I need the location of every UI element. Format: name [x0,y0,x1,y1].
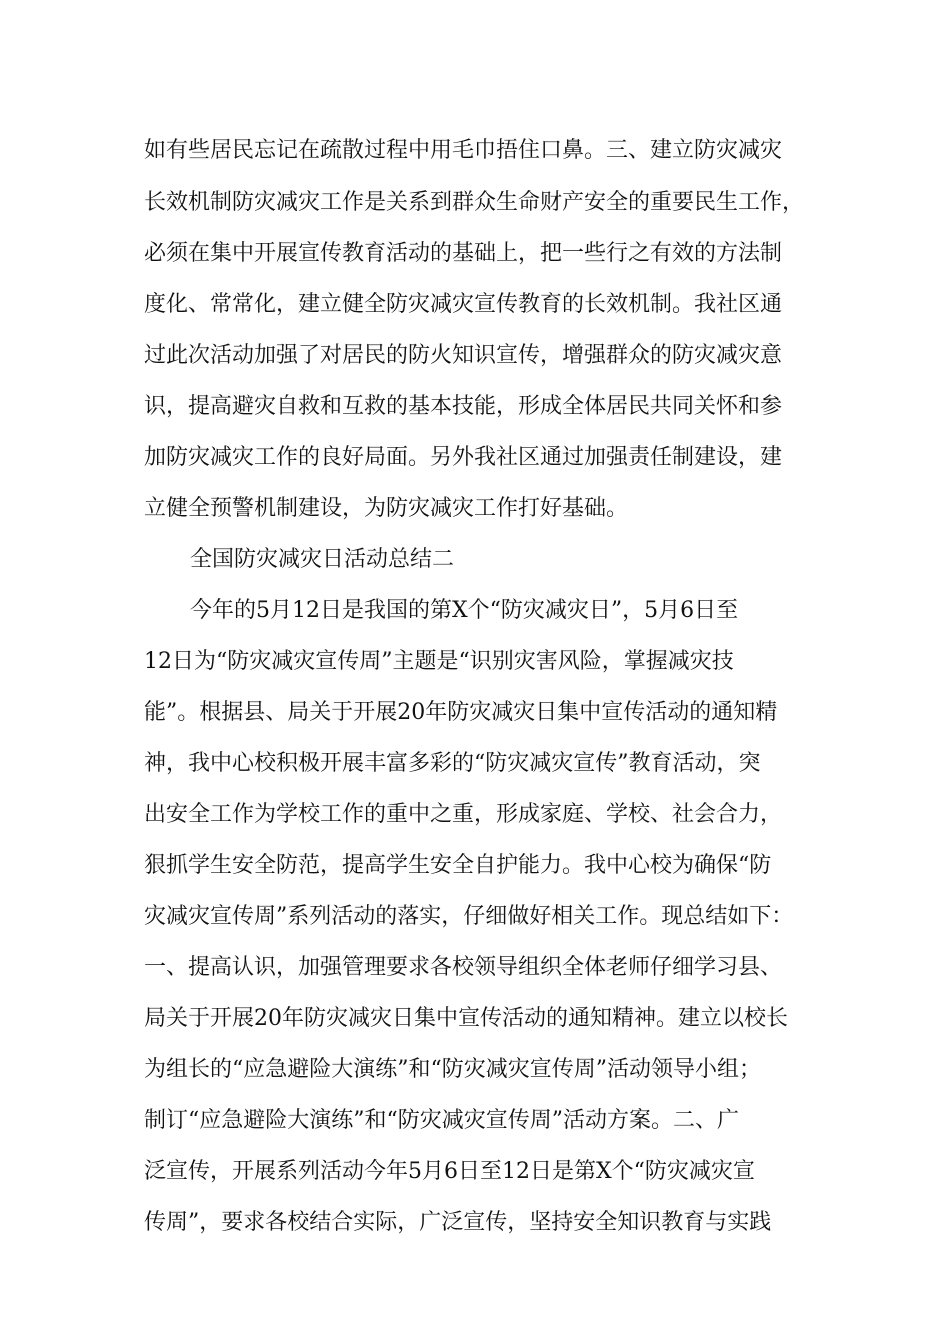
text-line-12: 能”。根据县、局关于开展20年防灾减灾日集中宣传活动的通知精 [144,700,778,725]
text-line-11: 12日为“防灾减灾宣传周”主题是“识别灾害风险，掌握减灾技 [144,649,734,674]
text-line-14: 出安全工作为学校工作的重中之重，形成家庭、学校、社会合力， [144,802,783,827]
text-line-10: 今年的5月12日是我国的第X个“防灾减灾日”，5月6日至 [190,598,739,623]
text-line-21: 泛宣传，开展系列活动今年5月6日至12日是第X个“防灾减灾宣 [144,1159,755,1184]
text-line-6: 识，提高避灾自救和互救的基本技能，形成全体居民共同关怀和参 [144,394,783,419]
text-line-2: 长效机制防灾减灾工作是关系到群众生命财产安全的重要民生工作， [144,190,805,215]
text-line-16: 灾减灾宣传周”系列活动的落实，仔细做好相关工作。现总结如下： [144,904,794,929]
text-line-7: 加防灾减灾工作的良好局面。另外我社区通过加强责任制建设，建 [144,445,783,470]
text-line-5: 过此次活动加强了对居民的防火知识宣传，增强群众的防灾减灾意 [144,343,783,368]
text-line-4: 度化、常常化，建立健全防灾减灾宣传教育的长效机制。我社区通 [144,292,783,317]
text-line-19: 为组长的“应急避险大演练”和“防灾减灾宣传周”活动领导小组； [144,1057,761,1082]
text-line-3: 必须在集中开展宣传教育活动的基础上，把一些行之有效的方法制 [144,241,783,266]
section-heading: 全国防灾减灾日活动总结二 [190,547,455,572]
text-line-18: 局关于开展20年防灾减灾日集中宣传活动的通知精神。建立以校长 [144,1006,788,1031]
text-line-1: 如有些居民忘记在疏散过程中用毛巾捂住口鼻。三、建立防灾减灾 [144,138,783,163]
text-line-8: 立健全预警机制建设，为防灾减灾工作打好基础。 [144,496,629,521]
text-line-22: 传周”，要求各校结合实际，广泛宣传，坚持安全知识教育与实践 [144,1210,772,1235]
text-line-17: 一、提高认识，加强管理要求各校领导组织全体老师仔细学习县、 [144,955,783,980]
text-line-13: 神，我中心校积极开展丰富多彩的“防灾减灾宣传”教育活动，突 [144,751,761,776]
text-line-15: 狠抓学生安全防范，提高学生安全自护能力。我中心校为确保“防 [144,853,772,878]
text-line-20: 制订“应急避险大演练”和“防灾减灾宣传周”活动方案。二、广 [144,1108,739,1133]
